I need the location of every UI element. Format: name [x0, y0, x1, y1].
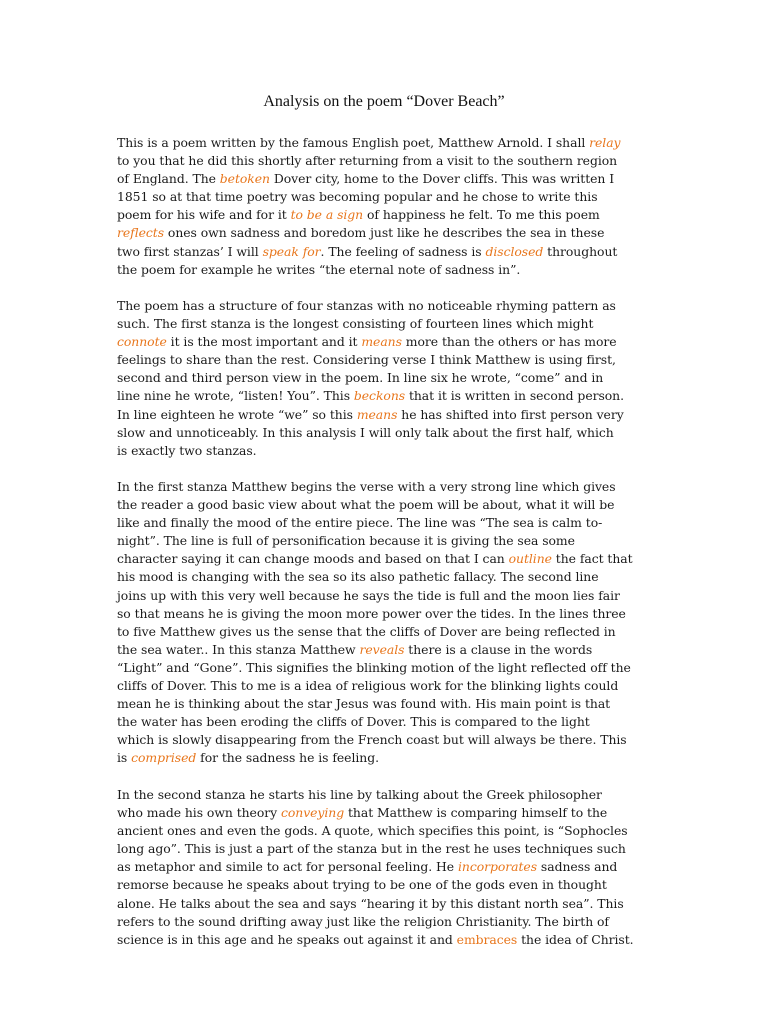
text-line — [117, 822, 677, 840]
text-line — [117, 731, 677, 749]
text-run: alone. He talks about the sea and says “hearing it by this distant north sea”. This — [117, 895, 624, 911]
highlighted-word: conveying — [280, 805, 345, 821]
text-line — [117, 587, 677, 605]
text-line — [117, 387, 677, 405]
text-line — [117, 532, 677, 550]
text-line — [117, 424, 677, 442]
text-run: “Light” and “Gone”. This signifies the blinking motion of the light reflected off the — [117, 659, 631, 675]
text-run: . The feeling of sadness is — [320, 243, 486, 259]
text-line — [117, 876, 677, 894]
text-run: the sea water.. In this stanza Matthew — [117, 641, 360, 657]
highlighted-word: reflects — [117, 225, 165, 241]
highlighted-word: reveals — [359, 641, 405, 657]
text-line — [117, 623, 677, 641]
text-run: like and finally the mood of the entire piece. The line was “The sea is calm to- — [117, 515, 603, 531]
text-run: of England. The — [117, 171, 220, 187]
document-title: Analysis on the poem “Dover Beach” — [263, 93, 505, 110]
text-run: throughout — [543, 243, 618, 259]
text-run: slow and unnoticeably. In this analysis I will only talk about the first half, which — [117, 424, 614, 440]
text-run: the poem for example he writes “the eternal note of sadness in”. — [117, 261, 521, 277]
text-run: that Matthew is comparing himself to the — [344, 805, 608, 821]
text-run: long ago”. This is just a part of the stanza but in the rest he uses techniques such — [117, 841, 626, 857]
text-run: refers to the sound drifting away just like the religion Christianity. The birth of — [117, 913, 609, 929]
highlighted-word: relay — [589, 135, 621, 150]
text-line — [117, 206, 677, 224]
text-run: The poem has a structure of four stanzas with no noticeable rhyming pattern as — [117, 298, 616, 313]
text-line — [117, 913, 677, 931]
text-line — [117, 442, 677, 460]
text-line — [117, 152, 677, 170]
text-run: more than the others or has more — [401, 334, 617, 350]
text-run: the reader a good basic view about what the poem will be about, what it will be — [117, 497, 615, 513]
text-line — [117, 568, 677, 586]
highlighted-word: comprised — [131, 750, 197, 766]
text-run: the idea of Christ. — [517, 931, 634, 947]
text-line — [117, 188, 677, 206]
text-run: the fact that — [551, 551, 633, 567]
highlighted-word: disclosed — [485, 243, 544, 259]
text-run: to you that he did this shortly after returning from a visit to the southern region — [117, 153, 618, 169]
text-run: is exactly two stanzas. — [117, 442, 257, 458]
highlighted-word: betoken — [219, 171, 270, 187]
text-run: to five Matthew gives us the sense that the cliffs of Dover are being reflected in — [117, 623, 616, 639]
text-run: his mood is changing with the sea so its also pathetic fallacy. The second line — [117, 569, 599, 585]
text-run: is — [117, 750, 132, 766]
text-line — [117, 858, 677, 876]
text-run: 1851 so at that time poetry was becoming popular and he chose to write this — [117, 189, 598, 205]
text-run: there is a clause in the words — [404, 641, 593, 657]
highlighted-word: incorporates — [457, 859, 538, 875]
text-run: science is in this age and he speaks out against it and — [117, 931, 457, 947]
text-run: that it is written in second person. — [405, 388, 625, 404]
highlighted-word: embraces — [456, 931, 518, 947]
text-run: second and third person view in the poem. In line six he wrote, “come” and in — [117, 370, 604, 386]
text-line — [117, 895, 677, 913]
text-line — [117, 641, 677, 659]
text-line — [117, 840, 677, 858]
text-line — [117, 351, 677, 369]
paragraph — [117, 134, 677, 279]
text-line — [117, 297, 677, 315]
text-line — [117, 261, 677, 279]
text-run: of happiness he felt. To me this poem — [363, 207, 600, 223]
text-run: such. The first stanza is the longest consisting of fourteen lines which might — [117, 316, 594, 332]
text-line — [117, 369, 677, 387]
text-line — [117, 496, 677, 514]
text-run: remorse because he speaks about trying to be one of the gods even in thought — [117, 877, 607, 893]
paragraph — [117, 786, 677, 949]
text-run: mean he is thinking about the star Jesus was found with. His main point is that — [117, 696, 611, 712]
text-run: This is a poem written by the famous English poet, Matthew Arnold. I shall — [117, 135, 590, 150]
text-run: two first stanzas’ I will — [117, 243, 263, 259]
paragraph — [117, 478, 677, 768]
text-run: sadness and — [537, 859, 618, 875]
highlighted-word: to be a sign — [290, 207, 364, 223]
text-run: which is slowly disappearing from the French coast but will always be there. This — [117, 732, 627, 748]
text-run: he has shifted into first person very — [397, 406, 624, 422]
text-run: character saying it can change moods and based on that I can — [117, 551, 509, 567]
highlighted-word: connote — [117, 334, 167, 350]
highlighted-word: beckons — [353, 388, 406, 404]
text-run: night”. The line is full of personification because it is giving the sea some — [117, 533, 575, 549]
text-run: In line eighteen he wrote “we” so this — [117, 406, 357, 422]
text-run: cliffs of Dover. This to me is a idea of religious work for the blinking lights could — [117, 678, 619, 694]
text-run: as metaphor and simile to act for personal feeling. He — [117, 859, 458, 875]
text-line — [117, 333, 677, 351]
text-line — [117, 170, 677, 188]
text-line — [117, 749, 677, 767]
text-run: ancient ones and even the gods. A quote, which specifies this point, is “Sophocles — [117, 823, 628, 839]
text-line — [117, 931, 677, 949]
text-run: so that means he is giving the moon more power over the tides. In the lines three — [117, 605, 626, 621]
text-run: Dover city, home to the Dover cliffs. This was written I — [269, 171, 615, 187]
text-run: line nine he wrote, “listen! You”. This — [117, 388, 354, 404]
text-line — [117, 677, 677, 695]
text-line — [117, 659, 677, 677]
text-line — [117, 406, 677, 424]
text-line — [117, 695, 677, 713]
text-run: poem for his wife and for it — [117, 207, 291, 223]
text-run: feelings to share than the rest. Considering verse I think Matthew is using first, — [117, 352, 616, 368]
highlighted-word: outline — [508, 551, 552, 567]
highlighted-word: means — [361, 334, 402, 350]
text-line — [117, 514, 677, 532]
highlighted-word: means — [356, 406, 398, 422]
text-line — [117, 550, 677, 568]
text-line — [117, 605, 677, 623]
text-line — [117, 713, 677, 731]
text-run: ones own sadness and boredom just like he describes the sea in these — [164, 225, 605, 241]
text-run: In the first stanza Matthew begins the verse with a very strong line which gives — [117, 479, 616, 494]
text-run: In the second stanza he starts his line by talking about the Greek philosopher — [117, 787, 602, 802]
text-run: who made his own theory — [117, 805, 281, 821]
text-run: the water has been eroding the cliffs of Dover. This is compared to the light — [117, 714, 590, 730]
text-line — [117, 804, 677, 822]
text-line — [117, 243, 677, 261]
text-run: joins up with this very well because he says the tide is full and the moon lies fair — [117, 587, 620, 603]
text-line — [117, 786, 677, 804]
text-run: it is the most important and it — [166, 334, 362, 350]
text-line — [117, 134, 677, 152]
text-line — [117, 224, 677, 242]
paragraph — [117, 297, 677, 460]
text-line — [117, 315, 677, 333]
text-run: for the sadness he is feeling. — [196, 750, 379, 766]
highlighted-word: speak for — [262, 243, 321, 259]
text-line — [117, 478, 677, 496]
